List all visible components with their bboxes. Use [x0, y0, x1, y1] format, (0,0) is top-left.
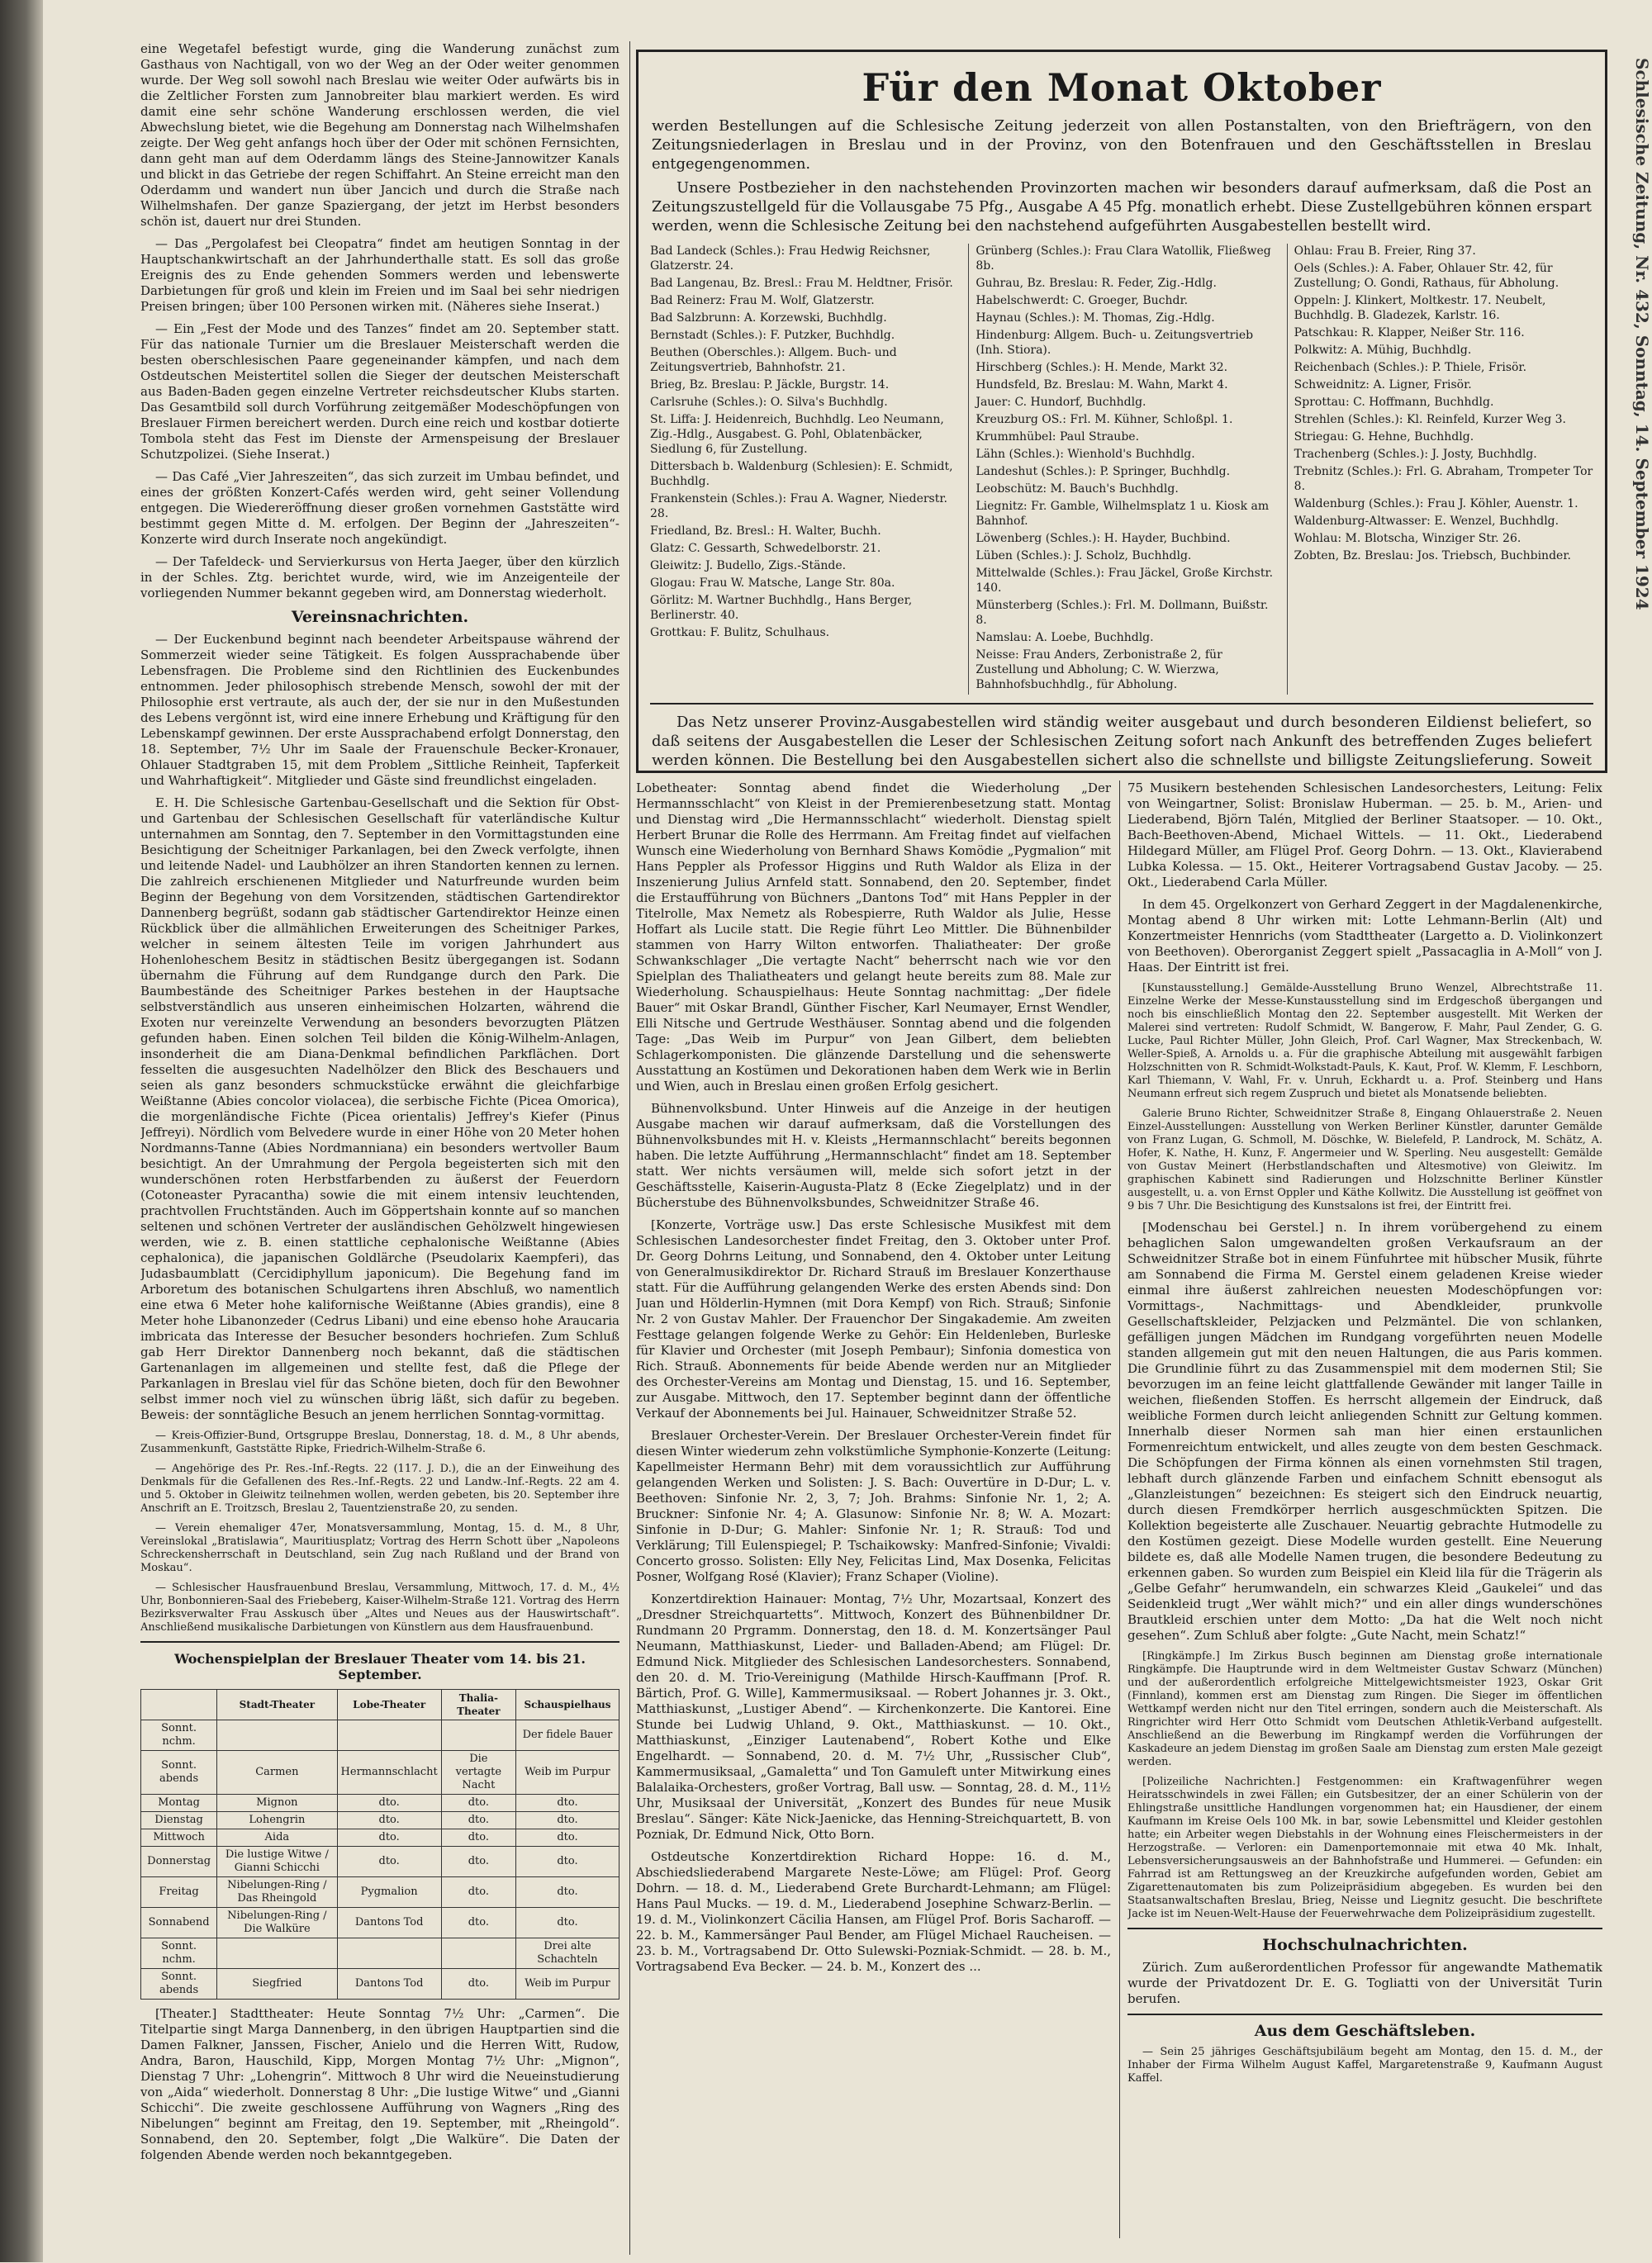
- schedule-row: [141, 1812, 620, 1829]
- divider: [140, 1641, 620, 1643]
- column-middle: [636, 780, 1111, 2238]
- outlet-entry: Neisse: Frau Anders, Zerbonistraße 2, für Zustellung und Abholung; C. W. Wierzwa, Bahnhofsbuchhdlg., für Abholung.: [976, 648, 1222, 691]
- article-landesorchester: 75 Musikern bestehenden Schlesischen Landesorchesters, Leitung: Felix von Weingartner, Solist: Bronislaw Huberman. — 25. b. M., Arien- und Liederabend, Björn Talén, Mitglied der Berliner Staatsoper. — 10. Okt., Bach-Beethoven-Abend, Michael Wittels. — 11. Okt., Liederabend Hildegard Müller, am Flügel Prof. Georg Dohrn. — 13. Okt., Klavierabend Lubka Kolessa. — 15. Okt., Heiterer Vortragsabend Gustav Jacoby. — 25. Okt., Liederabend Carla Müller.: [1127, 780, 1602, 890]
- schedule-cell: Montag: [141, 1795, 217, 1812]
- schedule-cell: Aida: [217, 1829, 337, 1847]
- schedule-cell: Nibelungen-Ring / Das Rheingold: [217, 1877, 337, 1908]
- outlet-entry: Lähn (Schles.): Wienhold's Buchhdlg.: [976, 448, 1195, 461]
- schedule-cell: Sonnt. nchm.: [141, 1938, 217, 1969]
- outlet-entry: Jauer: C. Hundorf, Buchhdlg.: [976, 396, 1146, 409]
- outlet-column-2: [968, 244, 1275, 695]
- schedule-cell: Dienstag: [141, 1812, 217, 1829]
- schedule-row: [141, 1938, 620, 1969]
- schedule-cell: Freitag: [141, 1877, 217, 1908]
- schedule-cell: Weib im Purpur: [515, 1969, 619, 2000]
- outlet-list: [638, 244, 1605, 695]
- outlet-entry: Trebnitz (Schles.): Frl. G. Abraham, Trompeter Tor 8.: [1294, 465, 1593, 493]
- article-hoppe: Ostdeutsche Konzertdirektion Richard Hoppe: 16. d. M., Abschiedsliederabend Margarete Neste-Löwe; am Flügel: Prof. Georg Dohrn. — 18. d. M., Liederabend Grete Burchardt-Lehmann; am Flügel: Hans Paul Mucks. — 19. d. M., Liederabend Josephine Schwarz-Berlin. — 19. d. M., Violinkonzert Cäcilia Hansen, am Flügel Prof. Boris Sacharoff. — 22. b. M., Kammersänger Paul Bender, am Flügel Michael Raucheisen. — 23. b. M., Vortragsabend Dr. Otto Sulewski-Pozniak-Schmidt. — 28. b. M., Vortragsabend Eva Becker. — 24. b. M., Konzert des ...: [636, 1849, 1111, 1974]
- schedule-cell: dto.: [441, 1829, 515, 1847]
- outlet-entry: Landeshut (Schles.): P. Springer, Buchhdlg.: [976, 465, 1231, 478]
- outlet-entry: Hindenburg: Allgem. Buch- u. Zeitungsvertrieb (Inh. Stiora).: [976, 329, 1254, 357]
- outlet-entry: Friedland, Bz. Bresl.: H. Walter, Buchh.: [650, 524, 881, 538]
- schedule-cell: dto.: [441, 1795, 515, 1812]
- outlet-entry: Sprottau: C. Hoffmann, Buchhdlg.: [1294, 396, 1494, 409]
- subscription-box: [636, 50, 1607, 773]
- article-modenschau: [Modenschau bei Gerstel.] n. In ihrem vorübergehend zu einem behaglichen Salon umgewandelten großen Verkaufsraum an der Schweidnitzer Straße bot in einem Fünfuhrtee mit hübscher Musik, führte am Sonnabend die Firma M. Gerstel einem geladenen Kreise wieder einmal ihre äußerst zahlreichen neuesten Modeschöpfungen vor: Vormittags-, Nachmittags- und Abendkleider, prunkvolle Gesellschaftskleider, Pelzjacken und Pelzmäntel. Die von schlanken, gefälligen jungen Mädchen im Rundgang vorgeführten neuen Modelle standen allgemein gut mit den neuen Haltungen, die aus Paris kommen. Die Grundlinie führt zu das Zusammenspiel mit dem modernen Stil; Sie bevorzugen im an feine leicht glattfallende Gewänder mit langer Taille in weichen, fließenden Stoffen. Es herrscht allgemein der Eindruck, daß weibliche Formen durch leicht anliegenden Schnitt zur Geltung kommen. Innerhalb dieser Normen sah man hier einen erstaunlichen Formenreichtum entwickelt, und alles zeugte von dem besten Geschmack. Die Schöpfungen der Firma können als einen vornehmsten Stil tragen, lebhaft durch glänzende Farben und einfachem Schnitt ebensogut als „Glanzleistungen“ bezeichnen: Es steigert sich den Eindruck neuartig, durch diesen Fremdkörper herrlich ausgeschmückten Spitzen. Die Kollektion begeisterte alle Zuschauer. Neuartig gebrachte Hutmodelle zu den Kostümen gezeigt. Diese Modelle wurden gestellt. Eine Neuerung bildete es, daß alle Modelle Namen trugen, die besondere Bedeutung zu erkennen gaben. So wurden zum Beispiel ein Kleid lila für die Trägerin als „Gelbe Gefahr“ herumwandeln, ein schwarzes Kleid „Gaukelei“ und das Seidenkleid trugt „Wer wählt mich?“ und ein aller dings wunderschönes Brautkleid erschien unter dem Motto: „Da hat die Welt noch nicht gesehen“. Zum Schluß aber folgte: „Gute Nacht, mein Schatz!“: [1127, 1220, 1602, 1643]
- schedule-header-cell: [141, 1690, 217, 1720]
- outlet-entry: Leobschütz: M. Bauch's Buchhdlg.: [976, 482, 1179, 496]
- divider: [1127, 1928, 1602, 1929]
- schedule-header-cell: Thalia-Theater: [441, 1690, 515, 1720]
- article-fest-der-mode: — Ein „Fest der Mode und des Tanzes“ findet am 20. September statt. Für das nationale Turnier um die Breslauer Meisterschaft werden die besten oberschlesischen Paare gegeneinander kämpfen, und nach dem Ostdeutschen Meistertitel sollen die Sieger der deutschen Meisterschaft aus Baden-Baden gegen einzelne Vertreter reichsdeutscher Klubs starten. Das Gesamtbild soll durch Vorführung zeitgemäßer Modeschöpfungen von Breslauer Firmen bereichert werden. Durch eine reich und kostbar dotierte Tombola steht das Fest im Dienste der Armenspeisung der Breslauer Schutzpolizei. (Siehe Inserat.): [140, 321, 620, 462]
- schedule-cell: dto.: [337, 1812, 441, 1829]
- schedule-row: [141, 1969, 620, 2000]
- column-rule: [1119, 780, 1120, 2238]
- box-closing: Das Netz unserer Provinz-Ausgabestellen wird ständig weiter ausgebaut und durch besonderen Eildienst beliefert, so daß seitens der Ausgabestellen die Leser der Schlesischen Zeitung sofort nach Ankunft des betreffenden Zuges beliefert werden können. Die Bestellung bei den Ausgabestellen sichert also die schnellste und billigste Zeitungslieferung. Soweit: [652, 714, 1592, 769]
- schedule-cell: Weib im Purpur: [515, 1751, 619, 1795]
- notice-verein-47er: — Verein ehemaliger 47er, Monatsversammlung, Montag, 15. d. M., 8 Uhr, Vereinslokal „Bratislawia“, Mauritiusplatz; Vortrag des Herrn Schott über „Napoleons Schreckensherrschaft in Deutschland, sein Zug nach Rußland und der Brand von Moskau“.: [140, 1522, 620, 1574]
- margin-text: Schlesische Zeitung, Nr. 432, Sonntag, 14. September 1924: [1632, 58, 1652, 610]
- schedule-cell: Drei alte Schachteln: [515, 1938, 619, 1969]
- article-wanderung: eine Wegetafel befestigt wurde, ging die Wanderung zunächst zum Gasthaus von Nachtigall, von wo der Weg an der Oder weiter genommen wurde. Der Weg soll sowohl nach Breslau wie weiter Oder aufwärts bis in die Zeltlicher Forsten zum Jannobreiter blau markiert werden. Es wird damit eine sehr schöne Wanderung erschlossen werden, die viel Abwechslung bietet, wie die Begehung am Donnerstag nach Wilhelmshafen zeigte. Der Weg geht anfangs hoch über der Oder mit schönen Fernsichten, dann geht man auf dem Oderdamm längs des Steine-Jannowitzer Kanals und blickt in das Getriebe der regen Schiffahrt. An Steine erreicht man den Oderdamm und wandert nun über Jancich und durch die Straße nach Wilhelmshafen. Der ganze Spaziergang, der jetzt im Herbst besonders schön ist, dauert nur drei Stunden.: [140, 41, 620, 229]
- schedule-row: [141, 1829, 620, 1847]
- outlet-entry: Reichenbach (Schles.): P. Thiele, Frisör.: [1294, 361, 1527, 374]
- article-tafeldeck: — Der Tafeldeck- und Servierkursus von Herta Jaeger, über den kürzlich in der Schles. Ztg. berichtet wurde, wird, wie im Anzeigenteile der vorliegenden Nummer bekannt gegeben wird, am Donnerstag wiederholt.: [140, 554, 620, 600]
- schedule-cell: dto.: [441, 1877, 515, 1908]
- heading-geschaeft: Aus dem Geschäftsleben.: [1254, 2022, 1476, 2040]
- box-intro: werden Bestellungen auf die Schlesische Zeitung jederzeit von allen Postanstalten, von den Briefträgern, von den Zeitungsniederlagen in Breslau und in der Provinz, von den Botenfrauen und den Geschäftsstellen in Breslau entgegengenommen.: [652, 117, 1592, 173]
- outlet-entry: Zobten, Bz. Breslau: Jos. Triebsch, Buchbinder.: [1294, 549, 1571, 562]
- schedule-row: [141, 1720, 620, 1751]
- schedule-cell: Sonnt. nchm.: [141, 1720, 217, 1751]
- outlet-entry: Bad Salzbrunn: A. Korzewski, Buchhdlg.: [650, 311, 887, 325]
- article-stadttheater: [Theater.] Stadttheater: Heute Sonntag 7½ Uhr: „Carmen“. Die Titelpartie singt Marga Dannenberg, in den übrigen Hauptpartien sind die Damen Falkner, Janssen, Fischer, Anielo und die Herren Witt, Rudow, Andra, Baron, Hauschild, Kipp, Morgen Montag 7½ Uhr: „Mignon“, Dienstag 7 Uhr: „Lohengrin“. Mittwoch 8 Uhr wird die Neueinstudierung von „Aida“ wiederholt. Donnerstag 8 Uhr: „Die lustige Witwe“ und „Gianni Schicchi“. Die zweite geschlossene Aufführung von Wagners „Ring des Nibelungen“ beginnt am Freitag, den 19. September, mit „Rheingold“. Sonnabend, den 20. September, folgt „Die Walküre“. Die Daten der folgenden Abende werden noch bekanntgegeben.: [140, 2006, 620, 2162]
- heading-vereinsnachrichten: Vereinsnachrichten.: [291, 608, 469, 626]
- outlet-entry: Brieg, Bz. Breslau: P. Jäckle, Burgstr. 14.: [650, 378, 890, 391]
- article-ringkaempfe: [Ringkämpfe.] Im Zirkus Busch beginnen am Dienstag große internationale Ringkämpfe. Die Hauptrunde wird in dem Weltmeister Gustav Schwarz (München) und der außerordentlich erfolgreiche Mittelgewichtsmeister 1923, Oskar Grit (Finnland), kommen erst am Dienstag zum Ringen. Die Sieger im öffentlichen Wettkampf werden nicht nur den Titel erringen, sondern auch die Meisterschaft. Als Ringrichter wird Herr Otto Schmidt vom Deutschen Athletik-Verband aufgestellt. Anschließend an die Bewerbung im Ringkampf werden die Vorführungen der Kaskadeure an jedem Dienstag im großen Saale am Dienstag zum ersten Male gezeigt werden.: [1127, 1650, 1602, 1768]
- article-hainauer: Konzertdirektion Hainauer: Montag, 7½ Uhr, Mozartsaal, Konzert des „Dresdner Streichquartetts“. Mittwoch, Konzert des Bühnenbildner Dr. Rundmann 20 Prgramm. Donnerstag, den 18. d. M. Konzertsänger Paul Neumann, Matthiaskunst, Lieder- und Balladen-Abend; am Flügel: Dr. Edmund Nick. Mitglieder des Schlesischen Landesorchesters. Sonnabend, den 20. d. M. Trio-Vereinigung (Mathilde Hirsch-Kauffmann [Prof. R. Bärtich, Prof. G. Wille], Kammermusiksaal. — Robert Johannes jr. 3. Okt., Matthiaskunst, „Lustiger Abend“. — Kirchenkonzerte. Die Kantorei. Eine Stunde bei Ludwig Uhland, 9. Okt., Matthiaskunst. — 10. Okt., Matthiaskunst, „Einziger Lautenabend“, Robert Kothe und Elke Engelhardt. — Sonnabend, 20. d. M. 7½ Uhr, „Russischer Club“, Kammermusiksaal, „Gamaletta“ und Ton Gamuleft unter Mitwirkung eines Balalaika-Orchesters, großer Vortrag, Ball usw. — Sonntag, 28. d. M., 11½ Uhr, Musiksaal der Universität, „Konzert des Bundes für neue Musik Breslau“. Sänger: Käte Nick-Jaenicke, das Henning-Streichquartett, B. von Pozniak, Dr. Edmund Nick, Otto Born.: [636, 1592, 1111, 1842]
- article-gartenbau: E. H. Die Schlesische Gartenbau-Gesellschaft und die Sektion für Obst- und Gartenbau der Schlesischen Gesellschaft für vaterländische Kultur unternahmen am Sonntag, den 7. September in den Vormittagstunden eine Besichtigung der Scheitniger Parkanlagen, bei den Zweck verfolgte, ihnen und leitende Nadel- und Laubhölzer an ihren Standorten kennen zu lernen. Die zahlreich erschienenen Mitglieder und Naturfreunde wurden beim Beginn der Begehung von dem Vorsitzenden, städtischen Gartendirektor Dannenberg begrüßt, sodann gab städtischer Gartendirektor Heinze einen Rückblick über die allmählichen Erweiterungen des Scheitniger Parkes, welcher in seinem ältesten Teile im vorigen Jahrhundert aus Hohenloheschem Besitz in städtischen Besitz übergegangen ist. Sodann übernahm die Führung auf dem Rundgange durch den Park. Die Baumbestände des Scheitniger Parkes bestehen in der Hauptsache selbstverständlich aus unseren einheimischen Holzarten, während die Exoten nur vereinzelte Verwendung an besonders bevorzugten Plätzen gefunden haben. Einen solchen Teil bilden die König-Wilhelm-Anlagen, insonderheit die am Diana-Denkmal befindlichen Parkflächen. Dort fesselten die ausgesuchten Nadelhölzer den Blick des Beschauers und seien als ganz besonders schmuckstücke erwähnt die gleichfarbige Weißtanne (Abies concolor violacea), die serbische Fichte (Picea Omorica), die morgenländische Fichte (Picea orientalis) Jeffrey's Kiefer (Pinus Jeffreyi). Nördlich vom Belvedere wurde in einer Höhe von 20 Meter hohen Nordmanns-Tanne (Abies Nordmanniana) ein besonders wertvoller Baum besichtigt. An der Umrahmung der Pergola begeisterten sich mit den wunderschönen roten Herbstfarbenden zu äußerst der Feuerdorn (Cotoneaster Pyracantha) sowie die mit einem intensiv leuchtenden, prachtvollen Fruchtständen. Auch im Göppertshain konnte auf so manchen seltenen und schönen Vertreter der ausländischen Gehölzwelt hingewiesen werden, wie z. B. einen stattliche cephalonische Weißtanne (Abies cephalonica), die japanischen Goldlärche (Pseudolarix Kaempferi), das Judasbaumblatt (Cercidiphyllum japonicum). Die Begehung fand im Arboretum des botanischen Schulgartens ihren Abschluß, wo namentlich eine etwa 6 Meter hohe kalifornische Weißtanne (Abies grandis), eine 8 Meter hohe Libanonzeder (Cedrus Libani) und eine ebenso hohe Araucaria imbricata das Interesse der Besucher besonders hochriefen. Zum Schluß gab Herr Direktor Dannenberg noch bekannt, daß die städtischen Gartenanlagen im allgemeinen und stellte fest, daß die Pflege der Parkanlagen in Breslau viel für das Schöne bieten, doch für den Bewohner selbst immer noch viel zu wünschen übrig läßt, sich dafür zu begeben. Beweis: der sonntägliche Besuch an jenem herrlichen Sonntag-vormittag.: [140, 795, 620, 1422]
- outlet-entry: Wohlau: M. Blotscha, Winziger Str. 26.: [1294, 532, 1521, 545]
- outlet-entry: Lüben (Schles.): J. Scholz, Buchhdlg.: [976, 549, 1192, 562]
- column-rule: [629, 41, 630, 2255]
- schedule-header-cell: Stadt-Theater: [217, 1690, 337, 1720]
- schedule-cell: dto.: [515, 1877, 619, 1908]
- schedule-cell: dto.: [515, 1795, 619, 1812]
- outlet-entry: Namslau: A. Loebe, Buchhdlg.: [976, 631, 1154, 644]
- column-right: [1127, 780, 1602, 2238]
- schedule-row: [141, 1751, 620, 1795]
- page-binding-shadow: [0, 0, 43, 2262]
- divider: [1127, 2014, 1602, 2015]
- schedule-cell: dto.: [515, 1829, 619, 1847]
- outlet-entry: Schweidnitz: A. Ligner, Frisör.: [1294, 378, 1472, 391]
- schedule-cell: Sonnt. abends: [141, 1751, 217, 1795]
- notice-hausfrauenbund: — Schlesischer Hausfrauenbund Breslau, Versammlung, Mittwoch, 17. d. M., 4½ Uhr, Bonbonnieren-Saal des Friebeberg, Kaiser-Wilhelm-Straße 121. Vortrag des Herrn Bezirksverwalter Frau Asskusch über „Altes und Neues aus der Hauswirtschaft“. Anschließend musikalische Darbietungen von Künstlern aus dem Hausfrauenbund.: [140, 1582, 620, 1634]
- schedule-cell: dto.: [441, 1812, 515, 1829]
- article-galerie-richter: Galerie Bruno Richter, Schweidnitzer Straße 8, Eingang Ohlauerstraße 2. Neuen Einzel-Ausstellungen: Ausstellung von Werken Berliner Künstler, darunter Gemälde von Franz Lugan, G. Schmoll, M. Döschke, W. Bielefeld, P. Landrock, M. Schätz, A. Hofer, K. Nathe, H. Kunz, F. Angermeier und W. Sperling. Neu ausgestellt: Gemälde von Gustav Meinert (Herbstlandschaften und Altesmotive) von Gleiwitz. Im graphischen Kabinett sind Radierungen und Holzschnitte Berliner Künstler ausgestellt, u. a. von Ernst Oppler und Käthe Kollwitz. Die Ausstellung ist geöffnet von 9 bis 7 Uhr. Die Besichtigung des Kunstsalons ist frei, der Eintritt frei.: [1127, 1108, 1602, 1212]
- schedule-cell: Pygmalion: [337, 1877, 441, 1908]
- schedule-cell: Nibelungen-Ring / Die Walküre: [217, 1908, 337, 1938]
- schedule-cell: dto.: [441, 1908, 515, 1938]
- article-buehnenvolksbund: Bühnenvolksbund. Unter Hinweis auf die Anzeige in der heutigen Ausgabe machen wir darauf aufmerksam, daß die Vorstellungen des Bühnenvolksbundes mit H. v. Kleists „Hermannschlacht“ bereits begonnen haben. Die letzte Aufführung „Hermannschlacht“ findet am 18. September statt. Wer nichts versäumen will, melde sich sofort jetzt in der Geschäftsstelle, Kaiserin-Augusta-Platz 8 (Ecke Ziegelplatz) und in der Bücherstube des Bühnenvolksbundes, Schweidnitzer Straße 46.: [636, 1101, 1111, 1210]
- schedule-header-cell: Lobe-Theater: [337, 1690, 441, 1720]
- outlet-entry: Haynau (Schles.): M. Thomas, Zig.-Hdlg.: [976, 311, 1215, 325]
- schedule-cell: Mignon: [217, 1795, 337, 1812]
- outlet-entry: Grünberg (Schles.): Frau Clara Watollik, Fließweg 8b.: [976, 244, 1271, 273]
- schedule-row: [141, 1908, 620, 1938]
- schedule-cell: [441, 1938, 515, 1969]
- schedule-row: [141, 1847, 620, 1877]
- schedule-cell: dto.: [337, 1829, 441, 1847]
- theater-schedule-table: [140, 1689, 620, 2000]
- article-euckenbund: — Der Euckenbund beginnt nach beendeter Arbeitspause während der Sommerzeit wieder seine Tätigkeit. Es folgen Aussprachabende über Lebensfragen. Die Probleme sind den Richtlinien des Euckenbundes entnommen. Jeder philosophisch strebende Mensch, sowohl der mit der Philosophie erst vertraute, als auch der, der sie nur in den Mußestunden des Lebens vergönnt ist, wird eine innere Erhebung und Kräftigung für den Lebenskampf gewinnen. Der erste Aussprachabend erfolgt Donnerstag, den 18. September, 7½ Uhr im Saale der Frauenschule Becker-Kronauer, Ohlauer Stadtgraben 15, mit dem Problem „Sittliche Reinheit, Tapferkeit und Wahrhaftigkeit“. Mitglieder und Gäste sind freundlichst eingeladen.: [140, 632, 620, 788]
- outlet-entry: Waldenburg (Schles.): Frau J. Köhler, Auenstr. 1.: [1294, 497, 1578, 510]
- outlet-entry: Carlsruhe (Schles.): O. Silva's Buchhdlg.: [650, 396, 888, 409]
- outlet-entry: Glatz: C. Gessarth, Schwedelborstr. 21.: [650, 542, 881, 555]
- schedule-cell: dto.: [441, 1847, 515, 1877]
- schedule-cell: dto.: [337, 1795, 441, 1812]
- article-orchesterverein: Breslauer Orchester-Verein. Der Breslauer Orchester-Verein findet für diesen Winter wiederum zehn volkstümliche Symphonie-Konzerte (Leitung: Kapellmeister Hermann Behr) mit dem voraussichtlich zur Aufführung gelangenden Werken und Solisten: J. S. Bach: Ouvertüre in D-Dur; L. v. Beethoven: Sinfonie Nr. 2, 3, 7; Joh. Brahms: Sinfonie Nr. 1, 2; A. Bruckner: Sinfonie Nr. 4; A. Glasunow: Sinfonie Nr. 8; W. A. Mozart: Sinfonie in D-Dur; G. Mahler: Sinfonie Nr. 1; R. Strauß: Tod und Verklärung; Till Eulenspiegel; P. Tschaikowsky: Manfred-Sinfonie; Vivaldi: Concerto grosso. Solisten: Elly Ney, Felicitas Lind, Max Dosenka, Felicitas Posner, Wolfgang Rosé (Klavier); Franz Schaper (Violine).: [636, 1428, 1111, 1584]
- outlet-entry: Beuthen (Oberschles.): Allgem. Buch- und Zeitungsvertrieb, Bahnhofstr. 21.: [650, 346, 897, 374]
- schedule-cell: Die vertagte Nacht: [441, 1751, 515, 1795]
- outlet-entry: Bad Langenau, Bz. Bresl.: Frau M. Heldtner, Frisör.: [650, 277, 953, 290]
- outlet-entry: Bad Reinerz: Frau M. Wolf, Glatzerstr.: [650, 294, 875, 307]
- outlet-entry: Hundsfeld, Bz. Breslau: M. Wahn, Markt 4.: [976, 378, 1228, 391]
- outlet-column-1: [650, 244, 957, 695]
- box-title: Für den Monat Oktober: [862, 65, 1382, 110]
- schedule-cell: dto.: [515, 1908, 619, 1938]
- schedule-cell: Hermannschlacht: [337, 1751, 441, 1795]
- outlet-entry: St. Liffa: J. Heidenreich, Buchhdlg. Leo Neumann, Zig.-Hdlg., Ausgabest. G. Pohl, Oblatenbäcker, Siedlung 6, für Zustellung.: [650, 413, 944, 456]
- outlet-entry: Bad Landeck (Schles.): Frau Hedwig Reichsner, Glatzerstr. 24.: [650, 244, 931, 273]
- heading-hochschul: Hochschulnachrichten.: [1262, 1936, 1468, 1954]
- schedule-cell: Der fidele Bauer: [515, 1720, 619, 1751]
- divider: [650, 703, 1593, 705]
- article-polizei: [Polizeiliche Nachrichten.] Festgenommen: ein Kraftwagenführer wegen Heiratsschwindels in zwei Fällen; ein Gutsbesitzer, der an einer Schülerin von der Ehlingstraße unsittliche Handlungen vorgenommen hat; ein Hausdiener, der einem Kaufmann im Kreise Oels 100 Mk. in bar, sowie Lebensmittel und Kleider gestohlen hatte; ein Arbeiter wegen Diebstahls in der Wohnung eines Fleischermeisters in der Herzogstraße. — Verloren: ein Damenportemonnaie mit etwa 40 Mk. Inhalt, Lebensversicherungsausweis an der Bahnhofstraße und Hummerei. — Gefunden: ein Fahrrad ist am Rettungsweg an der Kreuzkirche aufgefunden worden, Gebiet am Zigarettenautomaten bis zum Polizeipräsidium abgegeben. Es wurden bei den Staatsanwaltschaften Breslau, Brieg, Neisse und Liegnitz gesucht. Die beschriftete Jacke ist im Neuen-Welt-Hause der Feuerwehrwache dem Polizeipräsidium zugestellt.: [1127, 1776, 1602, 1920]
- schedule-header-cell: Schauspielhaus: [515, 1690, 619, 1720]
- outlet-entry: Mittelwalde (Schles.): Frau Jäckel, Große Kirchstr. 140.: [976, 567, 1274, 595]
- schedule-cell: Carmen: [217, 1751, 337, 1795]
- article-lobetheater: Lobetheater: Sonntag abend findet die Wiederholung „Der Hermannsschlacht“ von Kleist in der Premierenbesetzung statt. Montag und Dienstag wird „Die Hermannsschlacht“ wiederholt. Dienstag spielt Herbert Brunar die Rolle des Herrmann. Am Freitag findet auf vielfachen Wunsch eine Wiederholung von Bernhard Shaws Komödie „Pygmalion“ mit Hans Peppler als Professor Higgins und Ruth Waldor als Eliza in der Inszenierung Julius Arnfeld statt. Sonnabend, den 20. September, findet die Erstaufführung von Büchners „Dantons Tod“ mit Hans Peppler in der Titelrolle, Max Nemetz als Robespierre, Ruth Waldor als Julie, Hesse Hoffart als Lucile statt. Die Regie führt Leo Mittler. Die Bühnenbilder stammen von Harry Wilton entworfen. Thaliatheater: Der große Schwankschlager „Die vertagte Nacht“ beherrscht nach wie vor den Spielplan des Thaliatheaters und gelangt heute bereits zum 88. Male zur Wiederholung. Schauspielhaus: Heute Sonntag nachmittag: „Der fidele Bauer“ mit Oskar Brandl, Günther Fischer, Karl Neumayer, Ernst Wendler, Elli Nitsche und Gertrude Westhäuser. Sonntag abend und die folgenden Tage: „Das Weib im Purpur“ von Jean Gilbert, dem beliebten Schlagerkomponisten. Die glänzende Darstellung und die sehenswerte Ausstattung an Kostümen und Dekorationen haben dem Werk wie in Berlin und Wien, auch in Breslau einen großen Erfolg gesichert.: [636, 780, 1111, 1094]
- schedule-cell: Dantons Tod: [337, 1908, 441, 1938]
- outlet-entry: Oels (Schles.): A. Faber, Ohlauer Str. 42, für Zustellung; O. Gondi, Rathaus, für Abholung.: [1294, 262, 1559, 290]
- schedule-cell: [217, 1938, 337, 1969]
- outlet-entry: Dittersbach b. Waldenburg (Schlesien): E. Schmidt, Buchhdlg.: [650, 460, 953, 488]
- outlet-entry: Habelschwerdt: C. Groeger, Buchdr.: [976, 294, 1189, 307]
- schedule-cell: dto.: [441, 1969, 515, 2000]
- schedule-cell: [337, 1720, 441, 1751]
- outlet-entry: Görlitz: M. Wartner Buchhdlg., Hans Berger, Berlinerstr. 40.: [650, 594, 913, 622]
- schedule-cell: [337, 1938, 441, 1969]
- article-kunstausstellung: [Kunstausstellung.] Gemälde-Ausstellung Bruno Wenzel, Albrechtstraße 11. Einzelne Werke der Messe-Kunstausstellung sind im Erdgeschoß übergangen und noch bis einschließlich Montag den 22. September ausgestellt. Mit Werken der Malerei sind vertreten: Rudolf Schmidt, W. Bangerow, F. Mahr, Paul Zender, G. G. Lucke, Paul Richter Müller, John Gleich, Prof. Carl Wagner, Max Streckenbach, W. Weller-Spieß, A. Arnolds u. a. Für die graphische Abteilung mit ausgewählt farbigen Holzschnitten von R. Schmidt-Wolkstadt-Pauls, K. Kaut, Prof. W. Klemm, F. Leschborn, Karl Thiemann, V. Wahl, Fr. v. Unruh, Eckhardt u. a. Prof. Steinberg und Hans Neumann erfreut sich regem Zuspruch und bietet als Monatsende beliebten.: [1127, 982, 1602, 1100]
- article-geschaeft: — Sein 25 jähriges Geschäftsjubiläum begeht am Montag, den 15. d. M., der Inhaber der Firma Wilhelm August Kaffel, Margaretenstraße 9, Kaufmann August Kaffel.: [1127, 2046, 1602, 2085]
- schedule-cell: Sonnabend: [141, 1908, 217, 1938]
- outlet-entry: Ohlau: Frau B. Freier, Ring 37.: [1294, 244, 1476, 258]
- article-cafe: — Das Café „Vier Jahreszeiten“, das sich zurzeit im Umbau befindet, und eines der größten Konzert-Cafés werden wird, geht seiner Vollendung entgegen. Die Wiedereröffnung dieser großen vornehmen Gaststätte wird bestimmt gegen Mitte d. M. erfolgen. Der Beginn der „Jahreszeiten“-Konzerte wird durch Inserate noch angekündigt.: [140, 469, 620, 547]
- outlet-entry: Waldenburg-Altwasser: E. Wenzel, Buchhdlg.: [1294, 515, 1559, 528]
- notice-regiment: — Angehörige des Pr. Res.-Inf.-Regts. 22 (117. J. D.), die an der Einweihung des Denkmals für die Gefallenen des Res.-Inf.-Regts. 22 und Landw.-Inf.-Regts. 22 am 4. und 5. Oktober in Gleiwitz teilnehmen wollen, werden gebeten, bis 20. September ihre Anschrift an E. Troitzsch, Breslau 2, Tauentzienstraße 20, zu senden.: [140, 1463, 620, 1515]
- newspaper-page: [74, 25, 1627, 2238]
- outlet-column-3: [1287, 244, 1593, 695]
- outlet-entry: Hirschberg (Schles.): H. Mende, Markt 32.: [976, 361, 1228, 374]
- outlet-entry: Frankenstein (Schles.): Frau A. Wagner, Niederstr. 28.: [650, 492, 947, 520]
- schedule-cell: dto.: [515, 1847, 619, 1877]
- outlet-entry: Krummhübel: Paul Straube.: [976, 430, 1140, 444]
- outlet-entry: Liegnitz: Fr. Gamble, Wilhelmsplatz 1 u. Kiosk am Bahnhof.: [976, 500, 1270, 528]
- schedule-cell: Donnerstag: [141, 1847, 217, 1877]
- outlet-entry: Münsterberg (Schles.): Frl. M. Dollmann, Buißstr. 8.: [976, 599, 1269, 627]
- schedule-row: [141, 1795, 620, 1812]
- outlet-entry: Kreuzburg OS.: Frl. M. Kühner, Schloßpl. 1.: [976, 413, 1233, 426]
- schedule-row: [141, 1877, 620, 1908]
- outlet-entry: Striegau: G. Hehne, Buchhdlg.: [1294, 430, 1474, 444]
- box-postbezieher: Unsere Postbezieher in den nachstehenden Provinzorten machen wir besonders darauf aufmerksam, daß die Post an Zeitungszustellgeld für die Vollausgabe 75 Pfg., Ausgabe A 45 Pfg. monatlich erhebt. Diese Zustellgebühren können erspart werden, wenn die Schlesische Zeitung bei den nachstehend aufgeführten Ausgabestellen bestellt wird.: [652, 179, 1592, 235]
- schedule-cell: Dantons Tod: [337, 1969, 441, 2000]
- schedule-cell: dto.: [515, 1812, 619, 1829]
- outlet-entry: Patschkau: R. Klapper, Neißer Str. 116.: [1294, 326, 1525, 339]
- schedule-cell: dto.: [337, 1847, 441, 1877]
- outlet-entry: Trachenberg (Schles.): J. Josty, Buchhdlg.: [1294, 448, 1537, 461]
- outlet-entry: Bernstadt (Schles.): F. Putzker, Buchhdlg.: [650, 329, 895, 342]
- article-pergolafest: — Das „Pergolafest bei Cleopatra“ findet am heutigen Sonntag in der Hauptschankwirtschaft an der Jahrhunderthalle statt. Es soll das große Ereignis des zu Ende gehenden Sommers werden und lebenswerte Darbietungen für groß und klein im Freien und im Saal bei sehr niedrigen Preisen bringen; über 100 Personen wirken mit. (Näheres siehe Inserat.): [140, 236, 620, 314]
- schedule-cell: Lohengrin: [217, 1812, 337, 1829]
- schedule-cell: Mittwoch: [141, 1829, 217, 1847]
- outlet-entry: Gleiwitz: J. Budello, Zigs.-Stände.: [650, 559, 847, 572]
- notice-offizier-bund: — Kreis-Offizier-Bund, Ortsgruppe Breslau, Donnerstag, 18. d. M., 8 Uhr abends, Zusammenkunft, Gaststätte Ripke, Friedrich-Wilhelm-Straße 6.: [140, 1430, 620, 1455]
- outlet-entry: Strehlen (Schles.): Kl. Reinfeld, Kurzer Weg 3.: [1294, 413, 1566, 426]
- column-left: [140, 41, 620, 2263]
- article-orgelkonzert: In dem 45. Orgelkonzert von Gerhard Zeggert in der Magdalenenkirche, Montag abend 8 Uhr wirken mit: Lotte Lehmann-Berlin (Alt) und Konzertmeister Hennrichs (vom Stadttheater (Largetto a. D. Violinkonzert von Beethoven). Oberorganist Zeggert spielt „Passacaglia in A-Moll“ von J. Haas. Der Eintritt ist frei.: [1127, 897, 1602, 975]
- schedule-cell: [441, 1720, 515, 1751]
- schedule-cell: [217, 1720, 337, 1751]
- schedule-cell: Sonnt. abends: [141, 1969, 217, 2000]
- outlet-entry: Guhrau, Bz. Breslau: R. Feder, Zig.-Hdlg.: [976, 277, 1217, 290]
- schedule-cell: Die lustige Witwe / Gianni Schicchi: [217, 1847, 337, 1877]
- article-musikfest: [Konzerte, Vorträge usw.] Das erste Schlesische Musikfest mit dem Schlesischen Landesorchester findet Freitag, den 3. Oktober unter Prof. Dr. Georg Dohrns Leitung, und Sonnabend, den 4. Oktober unter Leitung von Generalmusikdirektor Dr. Richard Strauß im Breslauer Konzerthause statt. Für die Aufführung gelangenden Werke des ersten Abends sind: Don Juan und Hölderlin-Hymnen (mit Dora Kempf) von Rich. Strauß; Sinfonie Nr. 2 von Gustav Mahler. Der Frauenchor Der Singakademie. Am zweiten Festtage gelangen folgende Werke zu Gehör: Ein Heldenleben, Burleske für Klavier und Orchester (mit Joseph Pembaur); Sinfonia domestica von Rich. Strauß. Abonnements für beide Abende werden nur an Mitglieder des Orchester-Vereins am Montag und Dienstag, 15. und 16. September, zur Ausgabe. Mittwoch, den 17. September beginnt dann der öffentliche Verkauf der Abonnements bei Jul. Hainauer, Schweidnitzer Straße 52.: [636, 1217, 1111, 1421]
- outlet-entry: Oppeln: J. Klinkert, Moltkestr. 17. Neubelt, Buchhdlg. B. Gladezek, Karlstr. 16.: [1294, 294, 1546, 322]
- schedule-cell: Siegfried: [217, 1969, 337, 2000]
- outlet-entry: Grottkau: F. Bulitz, Schulhaus.: [650, 626, 830, 639]
- outlet-entry: Glogau: Frau W. Matsche, Lange Str. 80a.: [650, 576, 895, 590]
- heading-theater-schedule: Wochenspielplan der Breslauer Theater vom 14. bis 21. September.: [174, 1651, 586, 1682]
- outlet-entry: Löwenberg (Schles.): H. Hayder, Buchbind.: [976, 532, 1231, 545]
- outlet-entry: Polkwitz: A. Mühig, Buchhdlg.: [1294, 344, 1472, 357]
- article-hochschul: Zürich. Zum außerordentlichen Professor für angewandte Mathematik wurde der Privatdozent Dr. E. G. Togliatti von der Universität Turin berufen.: [1127, 1960, 1602, 2006]
